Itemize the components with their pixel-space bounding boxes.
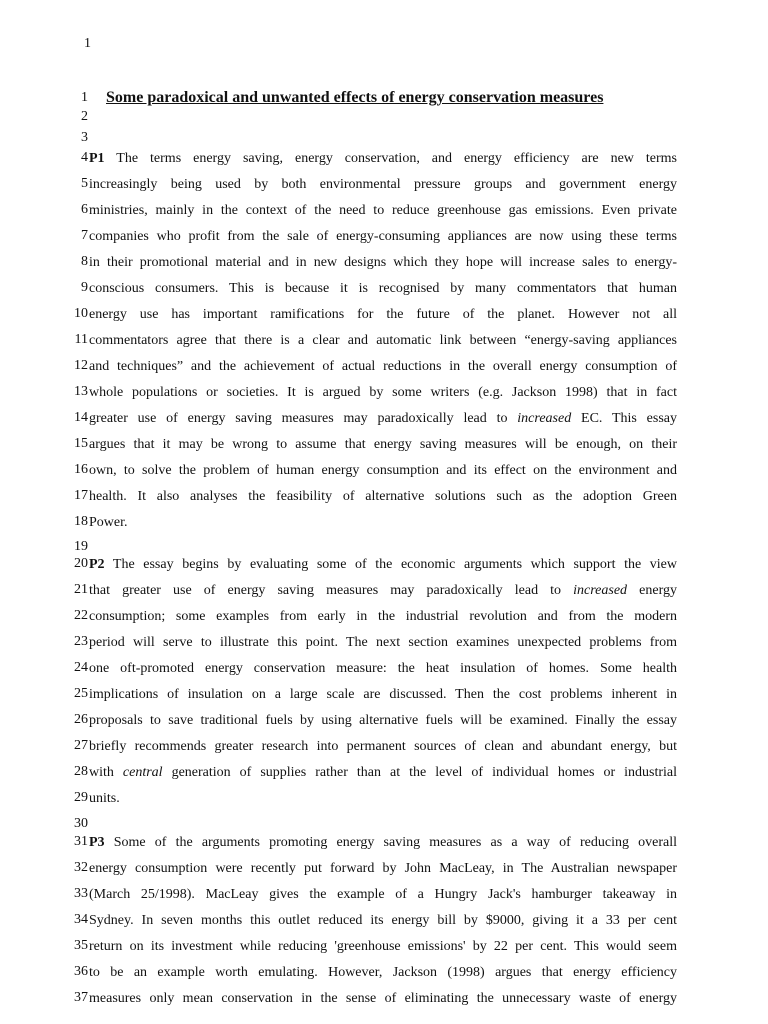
line-number: 33 (74, 886, 88, 901)
line-number: 8 (81, 254, 88, 269)
text-line (89, 228, 677, 245)
line-number: 24 (74, 660, 88, 675)
text-segment: with (89, 765, 123, 780)
emphasis-text: central (122, 765, 163, 780)
text-segment: greater use of energy saving measures may paradoxically lead to (89, 411, 518, 426)
text-line (89, 608, 677, 625)
text-segment: and techniques” and the achievement of actual reductions in the overall energy consumption of (89, 359, 677, 374)
text-line (89, 202, 677, 219)
line-number: 23 (74, 634, 88, 649)
line-number: 12 (74, 358, 88, 373)
text-line (89, 738, 677, 755)
line-number: 6 (81, 202, 88, 217)
text-line (89, 634, 677, 651)
text-segment: companies who profit from the sale of energy-consuming appliances are now using these terms (89, 229, 677, 244)
paragraph-label: P1 (89, 151, 105, 166)
text-segment: The terms energy saving, energy conservation, and energy efficiency are new terms (104, 151, 677, 166)
text-segment: own, to solve the problem of human energy consumption and its effect on the environment and (89, 463, 677, 478)
line-number: 11 (74, 332, 88, 347)
text-line (89, 712, 677, 729)
text-line (89, 358, 677, 375)
emphasis-text: increased (517, 411, 572, 426)
text-segment: energy consumption were recently put forward by John MacLeay, in The Australian newspaper (89, 861, 677, 876)
text-segment: commentators agree that there is a clear and automatic link between “energy-saving appliances (89, 333, 677, 348)
line-number: 21 (74, 582, 88, 597)
line-number: 20 (74, 556, 88, 571)
text-line (89, 686, 677, 703)
text-segment: return on its investment while reducing 'greenhouse emissions' by 22 per cent. This would seem (89, 939, 677, 954)
text-segment: briefly recommends greater research into permanent sources of clean and abundant energy, but (89, 739, 677, 754)
line-number: 29 (74, 790, 88, 805)
paragraph-label: P2 (89, 557, 105, 572)
line-number: 3 (81, 130, 88, 145)
text-segment: Some of the arguments promoting energy saving measures as a way of reducing overall (104, 835, 677, 850)
text-line (89, 150, 677, 167)
text-line (89, 488, 677, 505)
text-segment: The essay begins by evaluating some of the economic arguments which support the view (104, 557, 677, 572)
text-line (89, 912, 677, 929)
line-number: 15 (74, 436, 88, 451)
line-number: 19 (74, 539, 88, 554)
line-number: 34 (74, 912, 88, 927)
text-line (89, 514, 677, 531)
paragraph-label: P3 (89, 835, 105, 850)
line-number: 2 (81, 109, 88, 124)
emphasis-text: increased (573, 583, 628, 598)
document-title: Some paradoxical and unwanted effects of energy conservation measures (106, 89, 604, 106)
line-number: 7 (81, 228, 88, 243)
text-segment: generation of supplies rather than at the level of individual homes or industrial (162, 765, 678, 780)
line-number: 18 (74, 514, 88, 529)
page-number: 1 (84, 36, 91, 51)
text-segment: whole populations or societies. It is argued by some writers (e.g. Jackson 1998) that in fact (89, 385, 677, 400)
text-line (89, 886, 677, 903)
text-segment: increasingly being used by both environmental pressure groups and government energy (89, 177, 677, 192)
text-line (89, 254, 677, 271)
text-segment: energy use has important ramifications for the future of the planet. However not all (89, 307, 677, 322)
line-number: 13 (74, 384, 88, 399)
text-segment: measures only mean conservation in the sense of eliminating the unnecessary waste of energy (89, 991, 677, 1006)
text-segment: Sydney. In seven months this outlet reduced its energy bill by $9000, giving it a 33 per cent (89, 913, 677, 928)
text-line (89, 436, 677, 453)
line-number: 35 (74, 938, 88, 953)
text-line (89, 582, 677, 599)
line-number: 16 (74, 462, 88, 477)
line-number: 10 (74, 306, 88, 321)
text-line (89, 332, 677, 349)
text-segment: in their promotional material and in new designs which they hope will increase sales to energy- (89, 255, 677, 270)
text-segment: (March 25/1998). MacLeay gives the example of a Hungry Jack's hamburger takeaway in (89, 887, 677, 902)
text-line (89, 860, 677, 877)
text-line (89, 790, 677, 807)
text-segment: period will serve to illustrate this point. The next section examines unexpected problems from (89, 635, 677, 650)
text-line (89, 964, 677, 981)
text-segment: one oft-promoted energy conservation measure: the heat insulation of homes. Some health (89, 661, 677, 676)
text-line (89, 306, 677, 323)
text-segment: argues that it may be wrong to assume that energy saving measures will be enough, on their (89, 437, 677, 452)
text-line (89, 462, 677, 479)
line-number: 31 (74, 834, 88, 849)
text-line (89, 384, 677, 401)
text-segment: energy (627, 583, 677, 598)
text-line (89, 176, 677, 193)
text-segment: ministries, mainly in the context of the need to reduce greenhouse gas emissions. Even private (89, 203, 677, 218)
text-line (89, 834, 677, 851)
text-segment: units. (89, 791, 120, 806)
text-line (89, 764, 677, 781)
text-segment: Power. (89, 515, 128, 530)
line-number: 4 (81, 150, 88, 165)
line-number: 1 (81, 90, 88, 105)
text-segment: EC. This essay (571, 411, 677, 426)
line-number: 28 (74, 764, 88, 779)
line-number: 14 (74, 410, 88, 425)
line-number: 30 (74, 816, 88, 831)
text-segment: health. It also analyses the feasibility of alternative solutions such as the adoption Green (89, 489, 677, 504)
line-number: 9 (81, 280, 88, 295)
text-line (89, 280, 677, 297)
line-number: 37 (74, 990, 88, 1005)
line-number: 17 (74, 488, 88, 503)
text-line (89, 410, 677, 427)
text-segment: conscious consumers. This is because it is recognised by many commentators that human (89, 281, 677, 296)
line-number: 32 (74, 860, 88, 875)
line-number: 5 (81, 176, 88, 191)
line-number: 27 (74, 738, 88, 753)
text-line (89, 938, 677, 955)
text-segment: consumption; some examples from early in the industrial revolution and from the modern (89, 609, 677, 624)
line-number: 36 (74, 964, 88, 979)
text-line (89, 660, 677, 677)
text-segment: implications of insulation on a large scale are discussed. Then the cost problems inherent in (89, 687, 677, 702)
text-segment: that greater use of energy saving measures may paradoxically lead to (89, 583, 574, 598)
line-number: 22 (74, 608, 88, 623)
text-line (89, 990, 677, 1007)
text-segment: to be an example worth emulating. However, Jackson (1998) argues that energy efficiency (89, 965, 677, 980)
text-segment: proposals to save traditional fuels by using alternative fuels will be examined. Finally the essay (89, 713, 677, 728)
line-number: 25 (74, 686, 88, 701)
line-number: 26 (74, 712, 88, 727)
text-line (89, 556, 677, 573)
